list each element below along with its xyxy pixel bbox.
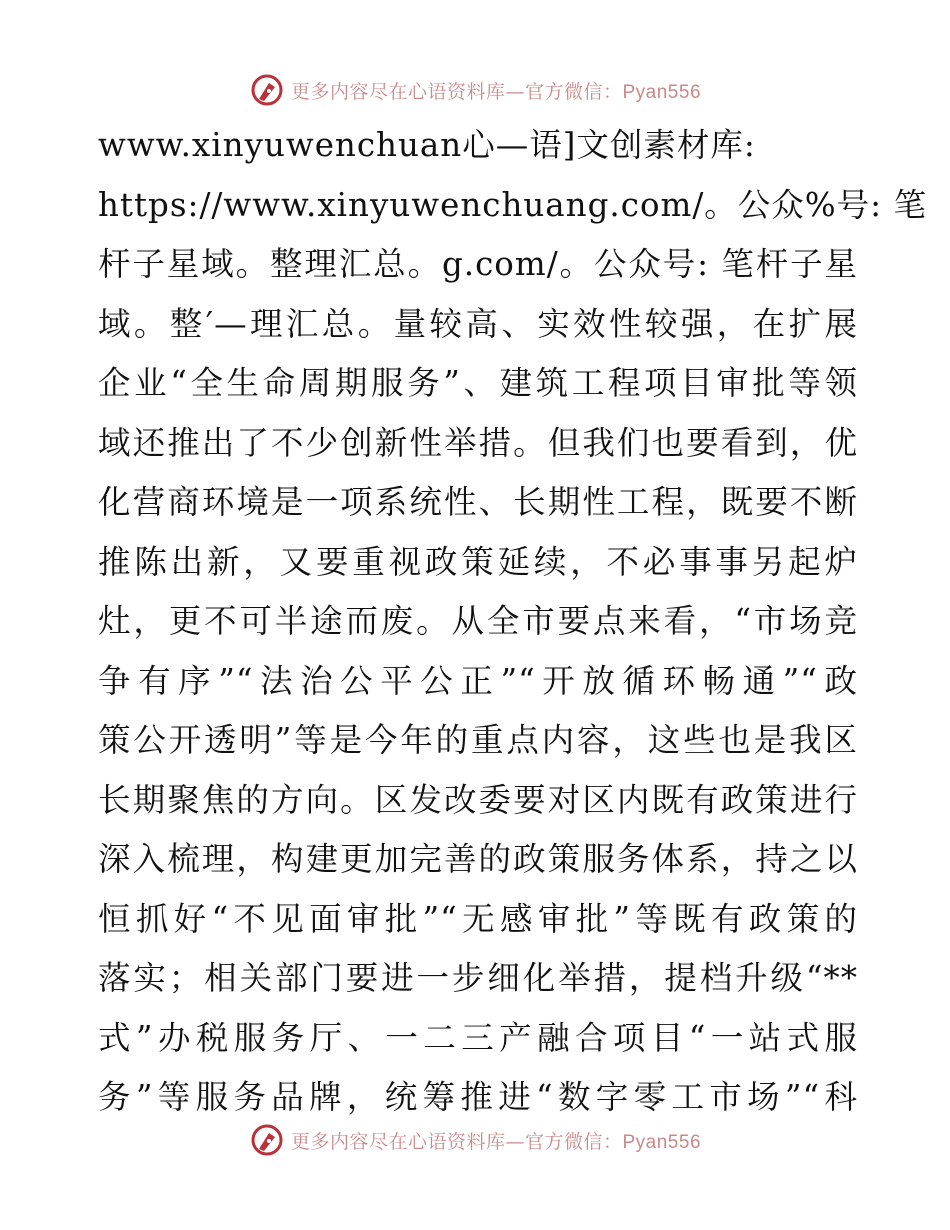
text-line: 企业“全生命周期服务”、建筑工程项目审批等领 xyxy=(98,364,858,402)
text-line: 杆子星域。整理汇总。g.com/。公众号: 笔杆子星 xyxy=(98,245,858,283)
text-line: 策公开透明”等是今年的重点内容，这些也是我区 xyxy=(98,721,858,759)
header-banner-text: 更多内容尽在心语资料库—官方微信：Pyan556 xyxy=(290,80,702,103)
text-line: 长期聚焦的方向。区发改委要对区内既有政策进行 xyxy=(98,780,858,819)
text-line: 深入梳理，构建更加完善的政策服务体系，持之以 xyxy=(98,840,858,878)
pen-nib-logo-icon xyxy=(249,1122,285,1158)
text-line: 灶，更不可半途而废。从全市要点来看，“市场竞 xyxy=(98,602,858,640)
text-line: 域。整′—理汇总。量较高、实效性较强，在扩展 xyxy=(98,304,858,343)
text-line: 推陈出新，又要重视政策延续，不必事事另起炉 xyxy=(98,542,858,581)
text-line: 化营商环境是一项系统性、长期性工程，既要不断 xyxy=(98,483,858,521)
wechat-handle: Pyan556 xyxy=(622,81,702,103)
pen-nib-logo-icon xyxy=(249,72,285,108)
footer-banner xyxy=(0,1120,950,1160)
header-banner xyxy=(0,70,950,110)
text-line: www.xinyuwenchuan心—语]文创素材库: xyxy=(98,126,756,164)
text-line: 域还推出了不少创新性举措。但我们也要看到，优 xyxy=(98,423,858,462)
text-line: 式”办税服务厅、一二三产融合项目“一站式服 xyxy=(98,1018,858,1057)
text-line: 争有序”“法治公平公正”“开放循环畅通”“政 xyxy=(98,661,858,700)
text-line: https://www.xinyuwenchuang.com/。公众%号: 笔 xyxy=(98,185,927,224)
wechat-handle: Pyan556 xyxy=(622,1131,702,1153)
text-line: 务”等服务品牌，统筹推进“数字零工市场”“科 xyxy=(98,1078,858,1116)
text-line: 落实；相关部门要进一步细化举措，提档升级“** xyxy=(98,959,858,997)
document-body xyxy=(98,116,927,1128)
footer-banner-text: 更多内容尽在心语资料库—官方微信：Pyan556 xyxy=(290,1130,702,1153)
text-line: 恒抓好“不见面审批”“无感审批”等既有政策的 xyxy=(98,899,858,938)
